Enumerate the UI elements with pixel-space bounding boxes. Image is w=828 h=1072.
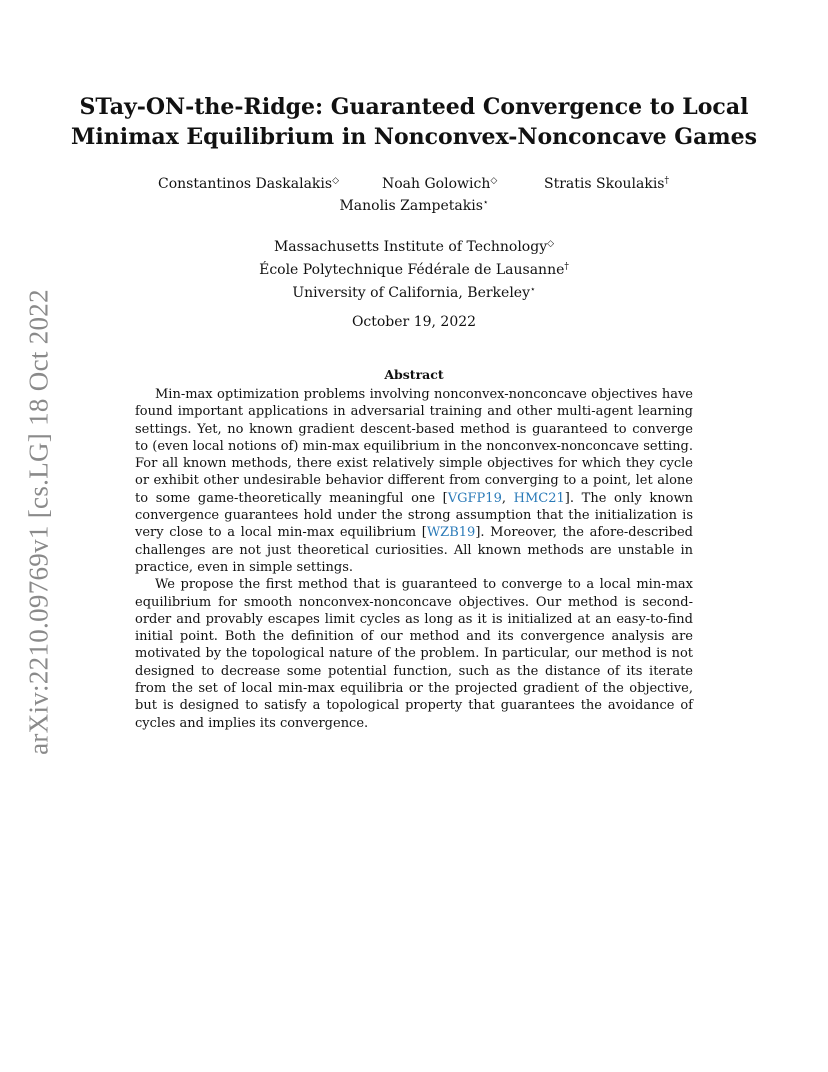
abstract-text: Min-max optimization problems involving nonconvex-nonconcave objectives have found important applications in adversarial training and other multi-agent learning settings. Yet, no known gradient descent-based method is guaranteed to converge to (even local notions of) min-max equilibrium in the nonconvex-nonconcave setting. For all known methods, there exist relatively simple objectives for which they cycle or exhibit other undesirable behavior different from converging to a point, let alone to some game-theoretically meaningful one [ [135, 387, 693, 506]
author-skoulakis [544, 171, 669, 194]
abstract-paragraph-1 [135, 386, 693, 576]
author-name: Constantinos Daskalakis [158, 176, 333, 192]
paper-date: October 19, 2022 [351, 314, 477, 330]
abstract-paragraph-2: We propose the first method that is guaranteed to converge to a local min-max equilibrium for smooth nonconvex-nonconcave objectives. Our method is second-order and provably escapes limit cycles as long as it is initialized at an easy-to-find initial point. Both the definition of our method and its convergence analysis are motivated by the topological nature of the problem. In particular, our method is not designed to decrease some potential function, such as the distance of its iterate from the set of local min-max equilibria or the projected gradient of the objective, but is designed to satisfy a topological property that guarantees the avoidance of cycles and implies its convergence. [135, 577, 693, 731]
affiliations [0, 234, 828, 303]
abstract-heading: Abstract [384, 367, 444, 382]
abstract-text: , [501, 490, 514, 506]
abstract-text: ]. The only known convergence guarantees hold under the strong assumption that the initialization is very close to a local min-max equilibrium [ [135, 490, 693, 541]
affiliation-mark: † [564, 262, 569, 272]
affiliation-mark: ⋆ [482, 198, 489, 208]
affiliation-mit [0, 234, 828, 257]
affiliation-name: University of California, Berkeley [292, 285, 530, 301]
affiliation-mark: ◇ [547, 239, 555, 249]
author-zampetakis [0, 193, 828, 216]
arxiv-stamp: arXiv:2210.09769v1 [cs.LG] 18 Oct 2022 [23, 289, 54, 755]
affiliation-epfl [0, 257, 828, 280]
affiliation-mark: ◇ [332, 176, 339, 186]
affiliation-mark: ⋆ [530, 285, 536, 295]
abstract-body [135, 386, 693, 732]
author-name: Noah Golowich [382, 176, 491, 192]
author-name: Manolis Zampetakis [339, 198, 483, 214]
citation-link[interactable]: VGFP19 [447, 490, 502, 506]
author-name: Stratis Skoulakis [544, 176, 665, 192]
title-line-1: STay-ON-the-Ridge: Guaranteed Convergence to Local [79, 94, 749, 120]
author-daskalakis [158, 171, 339, 194]
paper-title [0, 92, 828, 152]
affiliation-mark: ◇ [490, 176, 498, 186]
affiliation-ucb [0, 280, 828, 303]
abstract-text: ]. Moreover, the afore-described challenges are not just theoretical curiosities. All known methods are unstable in practice, even in simple settings. [135, 525, 693, 575]
affiliation-name: École Polytechnique Fédérale de Lausanne [259, 262, 565, 278]
affiliation-mark: † [664, 176, 669, 186]
affiliation-name: Massachusetts Institute of Technology [273, 239, 548, 255]
citation-link[interactable]: WZB19 [426, 525, 476, 541]
citation-link[interactable]: HMC21 [513, 490, 565, 506]
title-line-2: Minimax Equilibrium in Nonconvex-Nonconcave Games [71, 124, 757, 150]
author-golowich [382, 171, 497, 194]
